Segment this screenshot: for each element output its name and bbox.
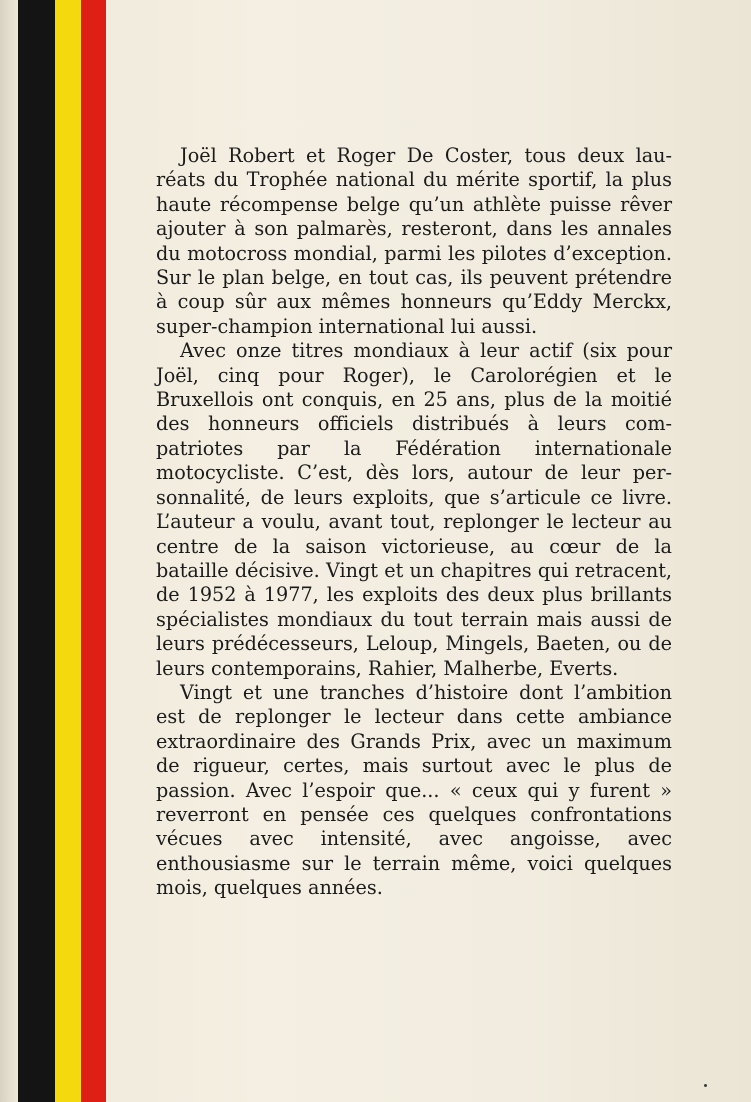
cover-description-text [156, 144, 672, 901]
page-edge-shadow [0, 0, 18, 1102]
belgian-flag-yellow-stripe [55, 0, 81, 1102]
print-dot [704, 1084, 707, 1087]
belgian-flag-black-stripe [18, 0, 55, 1102]
belgian-flag-red-stripe [81, 0, 106, 1102]
description-paragraph-2: Avec onze titres mondiaux à leur actif (six pour Joël, cinq pour Roger), le Carolorégien et le Bruxellois ont conquis, en 25 ans, plus de la moitié des honneurs officiels distribués à leurs compatriotes par la Fédération internationale motocycliste. C’est, dès lors, autour de leur personnalité, de leurs exploits, que s’articule ce livre. L’auteur a voulu, avant tout, replonger le lecteur au centre de la saison victorieuse, au cœur de la bataille décisive. Vingt et un chapitres qui retracent, de 1952 à 1977, les exploits des deux plus brillants spécialistes mondiaux du tout terrain mais aussi de leurs prédécesseurs, Leloup, Mingels, Baeten, ou de leurs contemporains, Rahier, Malherbe, Everts. [156, 339, 672, 680]
description-paragraph-1: Joël Robert et Roger De Coster, tous deux lauréats du Trophée national du mérite sportif, la plus haute récompense belge qu’un athlète puisse rêver ajouter à son palmarès, resteront, dans les annales du motocross mondial, parmi les pilotes d’exception. Sur le plan belge, en tout cas, ils peuvent prétendre à coup sûr aux mêmes honneurs qu’Eddy Merckx, super-champion international lui aussi. [156, 144, 672, 338]
description-paragraph-3: Vingt et une tranches d’histoire dont l’ambition est de replonger le lecteur dans cette ambiance extraordinaire des Grands Prix, avec un maximum de rigueur, certes, mais surtout avec le plus de passion. Avec l’espoir que... « ceux qui y furent » reverront en pensée ces quelques confrontations vécues avec intensité, avec angoisse, avec enthousiasme sur le terrain même, voici quelques mois, quelques années. [156, 680, 672, 900]
